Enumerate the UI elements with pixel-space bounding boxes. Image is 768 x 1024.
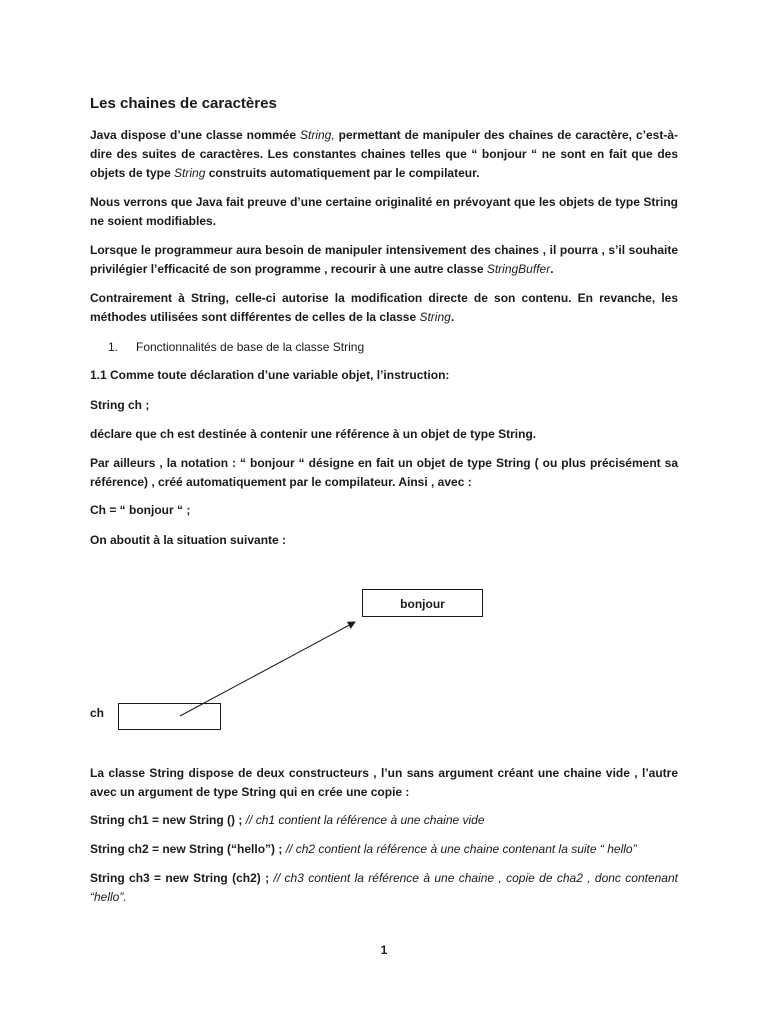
paragraph-constructors: La classe String dispose de deux constructeurs , l’un sans argument créant une chaine vide , l’autre avec un argument de type String qui en crée une copie : xyxy=(90,766,678,799)
contrast-text-c: . xyxy=(450,310,455,324)
paragraph-situation: On aboutit à la situation suivante : xyxy=(90,533,287,547)
paragraph-originality: Nous verrons que Java fait preuve d’une certaine originalité en prévoyant que les objets de type String ne soient modifiables. xyxy=(90,195,678,228)
contrast-string-class: String xyxy=(419,310,451,324)
intro-text-e: construits automatiquement par le compilateur. xyxy=(205,166,480,180)
paragraph-declares: déclare que ch est destinée à contenir une référence à un objet de type String. xyxy=(90,427,537,441)
section-title: Fonctionnalités de base de la classe String xyxy=(136,340,365,354)
code-line-1-comment: // ch1 contient la référence à une chaine vide xyxy=(245,813,485,827)
code-line-2 xyxy=(90,840,678,859)
intro-string-class: String, xyxy=(300,128,335,142)
stringbuffer-text-a: Lorsque le programmeur aura besoin de manipuler intensivement des chaines , il pourra , s’il souhaite privilégier l’efficacité de son programme , recourir à une autre classe xyxy=(90,243,678,276)
code-line-1 xyxy=(90,811,678,830)
code-line-3-statement: String ch3 = new String (ch2) ; xyxy=(90,871,274,885)
paragraph-notation: Par ailleurs , la notation : “ bonjour “ désigne en fait un objet de type String ( ou plus précisément sa référence) , créé automatiquement par le compilateur. Ainsi , avec : xyxy=(90,456,678,489)
code-line-3 xyxy=(90,869,678,907)
intro-text-a: Java dispose d’une classe nommée xyxy=(90,128,300,142)
code-line-2-comment: // ch2 contient la référence à une chaine contenant la suite “ hello” xyxy=(285,842,637,856)
variable-box xyxy=(118,703,221,730)
string-object-box xyxy=(362,589,483,617)
code-line-1-statement: String ch1 = new String () ; xyxy=(90,813,246,827)
stringbuffer-text-c: . xyxy=(550,262,554,276)
page-number: 1 xyxy=(380,943,388,957)
contrast-text-a: Contrairement à String, celle-ci autorise la modification directe de son contenu. En revanche, les méthodes utilisées sont différentes de celles de la classe xyxy=(90,291,678,324)
code-string-ch: String ch ; xyxy=(90,398,150,412)
stringbuffer-class: StringBuffer xyxy=(486,262,551,276)
section-number: 1. xyxy=(108,340,119,354)
code-ch-assignment: Ch = “ bonjour “ ; xyxy=(90,503,191,517)
paragraph-declaration: 1.1 Comme toute déclaration d’une variable objet, l’instruction: xyxy=(90,368,450,382)
page-title: Les chaines de caractères xyxy=(90,95,277,112)
intro-string-type: String xyxy=(174,166,206,180)
string-object-label: bonjour xyxy=(400,597,445,611)
variable-label: ch xyxy=(90,706,105,720)
code-line-2-statement: String ch2 = new String (“hello”) ; xyxy=(90,842,286,856)
code-line-3-comment: // ch3 contient la référence à une chaine , copie de cha2 , donc contenant “hello”. xyxy=(90,871,678,904)
intro-text-c: permettant de manipuler des chaines de caractère, c’est-à-dire des suites de caractères. Les constantes chaines telles que “ bonjour “ ne sont en fait que des objets de type xyxy=(90,128,678,180)
